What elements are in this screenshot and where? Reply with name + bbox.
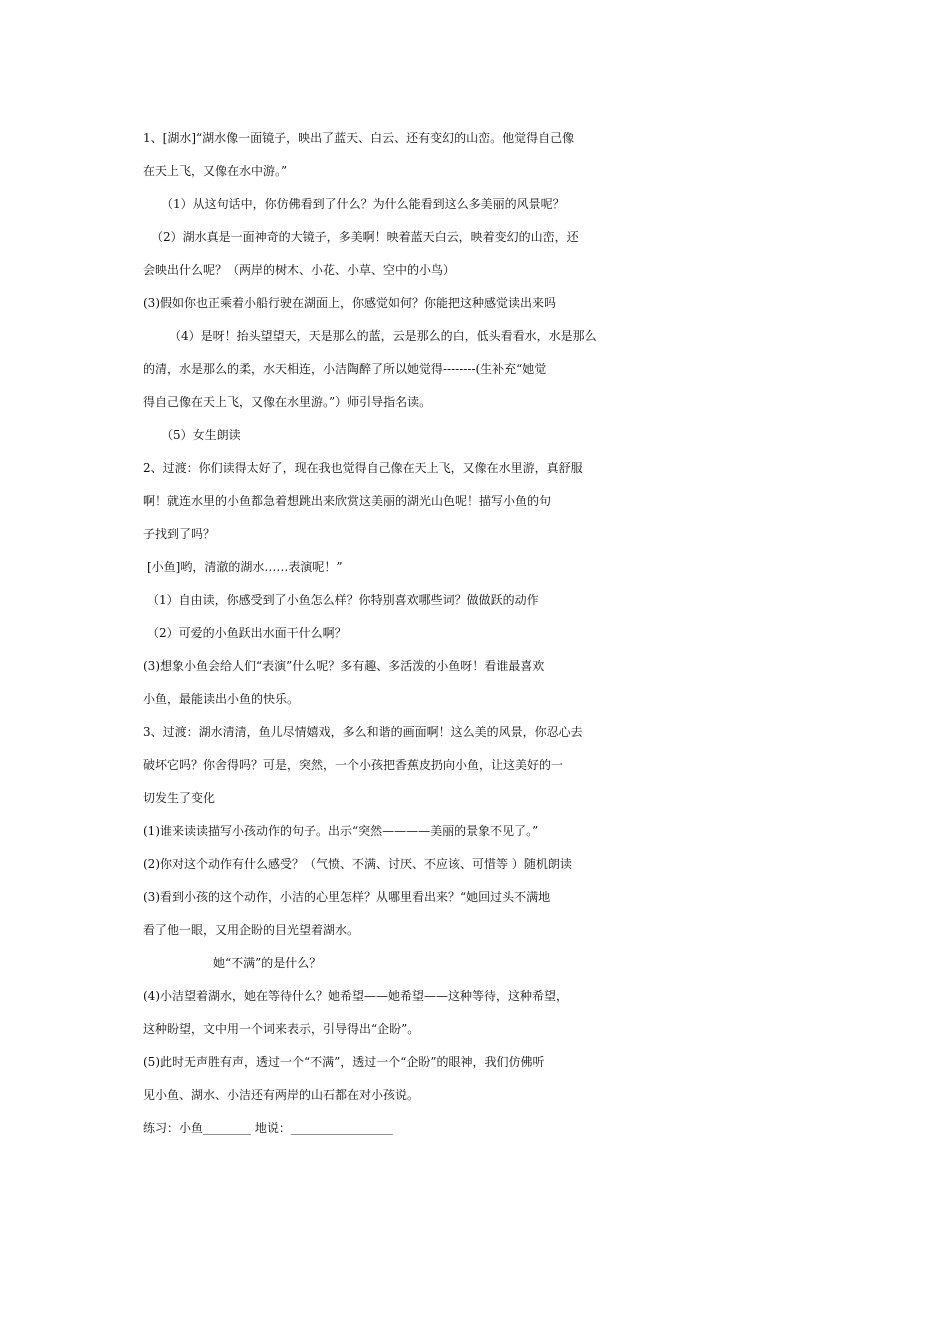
text-line: （2）湖水真是一面神奇的大镜子，多美啊！映着蓝天白云，映着变幻的山峦，还 <box>151 230 579 244</box>
text-line: 子找到了吗？ <box>143 527 216 541</box>
text-line: （1）从这句话中，你仿佛看到了什么？为什么能看到这么多美丽的风景呢？ <box>161 197 565 211</box>
text-line: (3)想象小鱼会给人们“表演”什么呢？多有趣、多活泼的小鱼呀！看谁最喜欢 <box>143 659 545 673</box>
text-line: 她“不满”的是什么？ <box>213 956 322 970</box>
document-body <box>143 122 813 1145</box>
text-line: （2）可爱的小鱼跃出水面干什么啊？ <box>147 626 347 640</box>
text-line: 会映出什么呢？（两岸的树木、小花、小草、空中的小鸟） <box>143 263 456 277</box>
text-line: 在天上飞，又像在水中游。” <box>143 164 288 178</box>
text-line: [小鱼]哟，清澈的湖水……表演呢！” <box>147 560 343 574</box>
text-line: 这种盼望，文中用一个词来表示，引导得出“企盼”。 <box>143 1022 420 1036</box>
text-line: 啊！就连水里的小鱼都急着想跳出来欣赏这美丽的湖光山色呢！描写小鱼的句 <box>143 494 552 508</box>
text-line: 2、过渡：你们读得太好了，现在我也觉得自己像在天上飞，又像在水里游，真舒服 <box>143 461 583 475</box>
text-line: 看了他一眼，又用企盼的目光望着湖水。 <box>143 923 360 937</box>
text-line: (2)你对这个动作有什么感受？（气愤、不满、讨厌、不应该、可惜等 ）随机朗读 <box>143 857 572 871</box>
text-line: （1）自由读，你感受到了小鱼怎么样？你特别喜欢哪些词？做做跃的动作 <box>147 593 539 607</box>
text-line: 切发生了变化 <box>143 791 216 805</box>
text-line: (1)谁来读读描写小孩动作的句子。出示“突然————美丽的景象不见了。” <box>143 824 539 838</box>
text-line: 破坏它吗？你舍得吗？可是，突然，一个小孩把香蕉皮扔向小鱼，让这美好的一 <box>143 758 564 772</box>
text-line: 的清，水是那么的柔，水天相连，小洁陶醉了所以她觉得--------(生补充“她觉 <box>143 362 547 376</box>
exercise-line: 练习：小鱼________ 地说：_________________ <box>143 1121 393 1135</box>
text-line: （4）是呀！抬头望望天，天是那么的蓝，云是那么的白，低头看看水，水是那么 <box>169 329 597 343</box>
text-line: (5)此时无声胜有声，透过一个“不满”，透过一个“企盼”的眼神，我们仿佛听 <box>143 1055 545 1069</box>
text-line: （5）女生朗读 <box>161 428 241 442</box>
text-line: 3、过渡：湖水清清，鱼儿尽情嬉戏，多么和谐的画面啊！这么美的风景，你忍心去 <box>143 725 583 739</box>
text-line: (3)假如你也正乘着小船行驶在湖面上，你感觉如何？你能把这种感觉读出来吗 <box>143 296 557 310</box>
text-line: 见小鱼、湖水、小洁还有两岸的山石都在对小孩说。 <box>143 1088 420 1102</box>
text-line: 小鱼，最能读出小鱼的快乐。 <box>143 692 300 706</box>
text-line: (3)看到小孩的这个动作，小洁的心里怎样？从哪里看出来？“她回过头不满地 <box>143 890 551 904</box>
text-line: 得自己像在天上飞，又像在水里游。”）师引导指名读。 <box>143 395 432 409</box>
text-line: (4)小洁望着湖水，她在等待什么？她希望——她希望——这种等待，这种希望， <box>143 989 569 1003</box>
text-line: 1、[湖水]“湖水像一面镜子，映出了蓝天、白云、还有变幻的山峦。他觉得自己像 <box>143 131 575 145</box>
